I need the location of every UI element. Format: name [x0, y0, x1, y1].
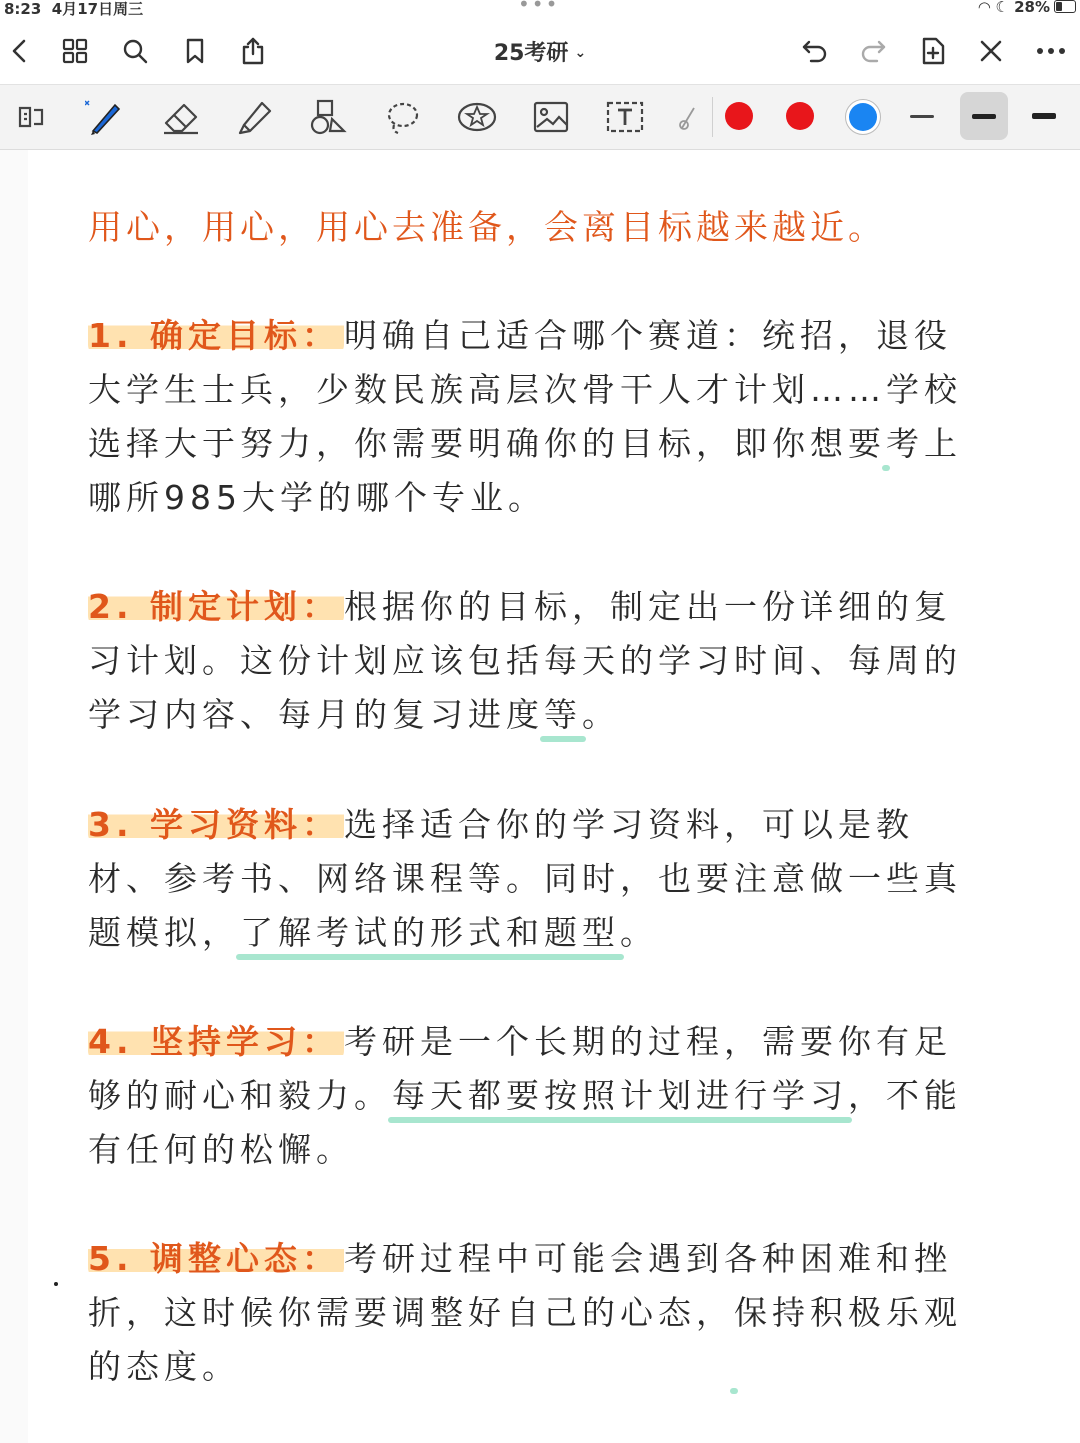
nav-bar — [0, 18, 1080, 84]
moon-icon: ☾ — [995, 0, 1009, 16]
note-motto: 用心，用心，用心去准备，会离目标越来越近。 — [88, 208, 886, 248]
status-time: 8:23 4月17日周三 — [4, 0, 144, 18]
section-2-text-b: 。 — [582, 695, 620, 734]
stroke-medium[interactable] — [972, 114, 996, 119]
image-icon[interactable] — [528, 95, 574, 139]
section-4-underlined: 每天都要按照计划进行学习 — [392, 1076, 848, 1115]
section-1 — [88, 309, 988, 525]
eraser-icon[interactable] — [158, 95, 204, 139]
sticker-icon[interactable] — [454, 95, 500, 139]
section-2-underlined: 每天的学习时间、每周的学习内容、每月的复习进度等 — [88, 641, 962, 734]
status-right — [979, 0, 1050, 16]
redo-icon[interactable] — [854, 32, 892, 70]
section-3-underlined: 了解考试的形式和题型 — [240, 913, 620, 952]
section-3-text-a: 选择适合你的学习资料，可以是教材、参考书、网络课程等。同时，也要注意做一些真题模拟， — [88, 805, 962, 952]
stray-ink-dot — [54, 1282, 58, 1286]
grid-view-icon[interactable] — [56, 32, 94, 70]
shapes-icon[interactable] — [306, 95, 352, 139]
share-icon[interactable] — [234, 32, 272, 70]
text-box-icon[interactable] — [602, 95, 648, 139]
close-icon[interactable] — [972, 32, 1010, 70]
undo-icon[interactable] — [796, 32, 834, 70]
battery-icon — [1054, 0, 1076, 13]
section-1-text-b: ，即你想要考上哪所985大学的哪个专业。 — [88, 424, 962, 517]
add-page-icon[interactable] — [914, 32, 952, 70]
section-5-heading: 5. 调整心态： — [88, 1239, 344, 1278]
search-icon[interactable] — [116, 32, 154, 70]
section-5 — [88, 1232, 988, 1394]
stroke-thin[interactable] — [910, 115, 934, 118]
read-mode-icon[interactable] — [8, 95, 54, 139]
laser-pointer-icon[interactable] — [670, 95, 706, 139]
section-1-underlined: 学校选择大于努力，你需要明确你的目标 — [88, 370, 962, 463]
section-5-text-a: 考研过程中可能会遇到各种困难和挫折，这时候你需要调整好自己的心态， — [88, 1239, 952, 1332]
back-icon[interactable] — [0, 32, 38, 70]
section-4-heading: 4. 坚持学习： — [88, 1022, 344, 1061]
multitask-dots[interactable]: ••• — [518, 0, 560, 16]
stroke-thick[interactable] — [1032, 113, 1056, 119]
lasso-icon[interactable] — [380, 95, 426, 139]
battery-percent: 28% — [1014, 0, 1050, 16]
bookmark-icon[interactable] — [176, 32, 214, 70]
more-options-icon[interactable] — [1032, 32, 1070, 70]
document-title[interactable]: 25考研 ⌄ — [493, 41, 587, 66]
section-5-underlined: 保持积极乐观的 — [88, 1293, 962, 1386]
section-3-heading: 3. 学习资料： — [88, 805, 344, 844]
section-4-text-b: ，不能有任何的松懈。 — [88, 1076, 962, 1169]
color-swatch-red-1[interactable] — [725, 102, 753, 130]
section-1-heading: 1. 确定目标： — [88, 316, 344, 355]
toolbar-divider — [712, 97, 713, 137]
section-1-text-a: 明确自己适合哪个赛道：统招，退役大学生士兵，少数民族高层次骨干人才计划…… — [88, 316, 952, 409]
section-5-text-b: 态度。 — [126, 1347, 240, 1386]
section-2-text-a: 根据你的目标，制定出一份详细的复习计划。这份计划应该包括 — [88, 587, 952, 680]
section-2 — [88, 580, 988, 742]
section-3-text-b: 。 — [620, 913, 658, 952]
color-swatch-red-2[interactable] — [786, 102, 814, 130]
chevron-down-icon: ⌄ — [574, 45, 587, 61]
pen-tool-icon[interactable] — [82, 95, 128, 139]
section-2-heading: 2. 制定计划： — [88, 587, 344, 626]
section-3 — [88, 798, 988, 960]
wifi-icon: ◠ — [978, 0, 991, 16]
highlighter-icon[interactable] — [232, 95, 278, 139]
section-4 — [88, 1015, 988, 1177]
color-swatch-blue-selected[interactable] — [849, 103, 877, 131]
section-4-text-a: 考研是一个长期的过程，需要你有足够的耐心和毅力。 — [88, 1022, 952, 1115]
status-bar — [0, 0, 1080, 18]
